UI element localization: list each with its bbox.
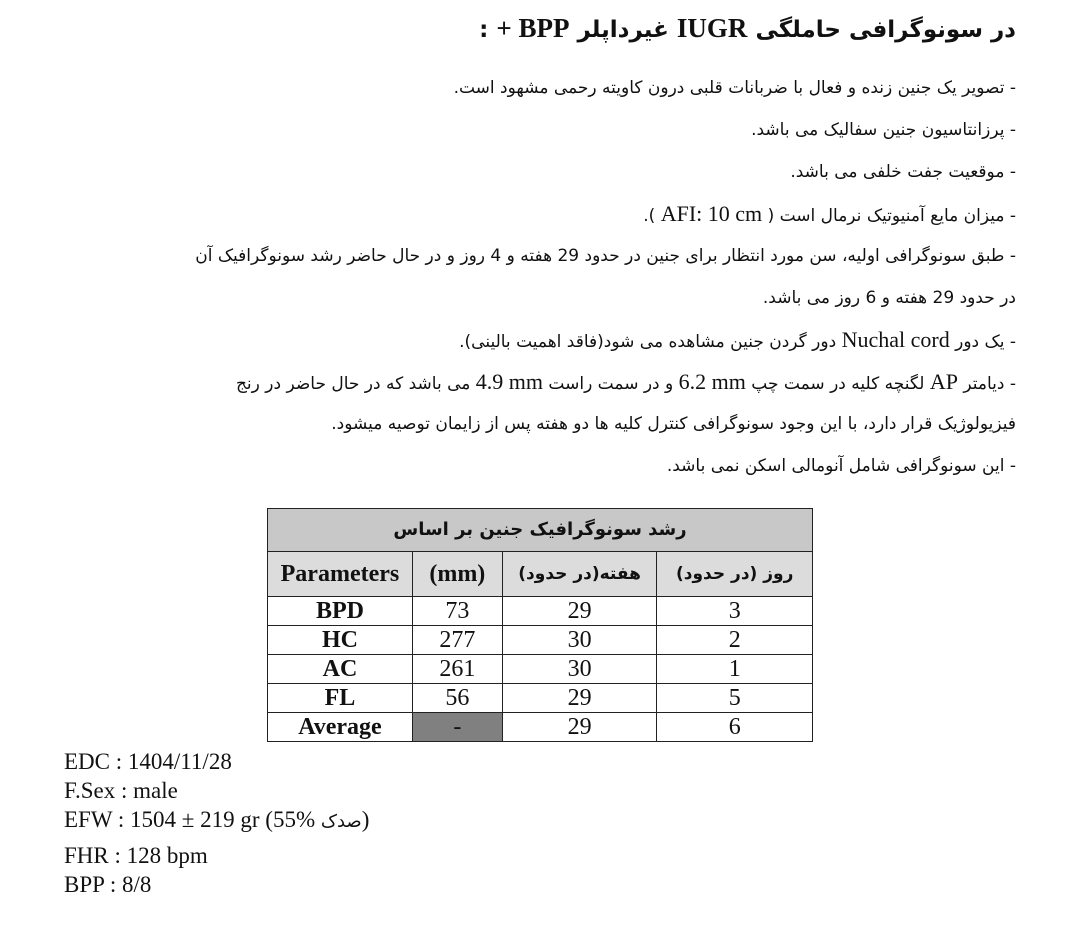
- title-bpp: + BPP: [496, 13, 570, 43]
- finding-gestational-age-line1: - طبق سونوگرافی اولیه، سن مورد انتظار برای جنین در حدود 29 هفته و 4 روز و در حال حاضر رشد سونوگرافیک آن: [195, 246, 1016, 266]
- header-mm: (mm): [412, 552, 502, 597]
- summary-fhr: FHR : 128 bpm: [64, 843, 208, 868]
- nuchal-text-before: - یک دور: [955, 332, 1016, 352]
- afi-text-after: ).: [643, 206, 656, 226]
- finding-placenta: - موقعیت جفت خلفی می باشد.: [790, 162, 1016, 182]
- nuchal-text-after: دور گردن جنین مشاهده می شود(فاقد اهمیت بالینی).: [459, 332, 837, 352]
- cell-mm: 277: [412, 626, 502, 655]
- cell-week: 30: [502, 626, 657, 655]
- cell-day: 1: [657, 655, 813, 684]
- findings-list: [66, 67, 1016, 487]
- title-fa-mid: غیرداپلر: [577, 17, 669, 43]
- cell-day: 3: [657, 597, 813, 626]
- title-iugr: IUGR: [676, 13, 748, 43]
- renal-text-after: می باشد که در حال حاضر در رنج: [235, 374, 471, 394]
- renal-text-left: لگنچه کلیه در سمت چپ: [751, 374, 925, 394]
- finding-nuchal-cord: [66, 319, 1016, 361]
- efw-close: ): [361, 807, 370, 832]
- cell-param: FL: [268, 684, 413, 713]
- cell-mm: 261: [412, 655, 502, 684]
- nuchal-term: Nuchal cord: [841, 327, 950, 352]
- afi-value: AFI: 10 cm: [660, 201, 763, 226]
- renal-left-value: 6.2 mm: [678, 369, 746, 394]
- finding-anomaly-scan: - این سونوگرافی شامل آنومالی اسکن نمی باشد.: [666, 456, 1016, 476]
- cell-day: 6: [657, 713, 813, 742]
- cell-week: 30: [502, 655, 657, 684]
- header-week: هفته(در حدود): [502, 552, 657, 597]
- summary-sex: F.Sex : male: [64, 778, 178, 803]
- summary-efw: [64, 805, 369, 836]
- renal-text-right: و در سمت راست: [548, 374, 674, 394]
- title-fa-prefix: در سونوگرافی حاملگی: [755, 17, 1016, 43]
- table-row: [268, 626, 813, 655]
- title-suffix: :: [479, 17, 489, 43]
- renal-ap-term: AP: [929, 369, 958, 394]
- renal-right-value: 4.9 mm: [475, 369, 543, 394]
- summary-edc: EDC : 1404/11/28: [64, 749, 232, 774]
- cell-mm: 56: [412, 684, 502, 713]
- summary-bpp: BPP : 8/8: [64, 872, 152, 897]
- efw-value: EFW : 1504 ± 219 gr (55%: [64, 807, 316, 832]
- table-row: [268, 684, 813, 713]
- header-parameters: Parameters: [268, 552, 413, 597]
- renal-text-before: - دیامتر: [963, 374, 1016, 394]
- table-row-average: [268, 713, 813, 742]
- cell-param: BPD: [268, 597, 413, 626]
- cell-mm-empty: -: [412, 713, 502, 742]
- report-title: [479, 10, 1016, 48]
- growth-table-title-row: [268, 509, 813, 552]
- cell-day: 2: [657, 626, 813, 655]
- header-day: روز (در حدود): [657, 552, 813, 597]
- cell-day: 5: [657, 684, 813, 713]
- growth-table: [267, 508, 813, 742]
- finding-renal-pelvis-line2: فیزیولوژیک قرار دارد، با این وجود سونوگرافی کنترل کلیه ها دو هفته پس از زایمان توصیه میشود.: [331, 414, 1016, 434]
- efw-percentile-label: صدک: [320, 811, 362, 832]
- summary-block: [64, 747, 369, 899]
- table-row: [268, 597, 813, 626]
- finding-gestational-age-line2: در حدود 29 هفته و 6 روز می باشد.: [762, 288, 1016, 308]
- afi-text-before: - میزان مایع آمنیوتیک نرمال است (: [767, 206, 1016, 226]
- cell-week: 29: [502, 684, 657, 713]
- finding-presentation: - پرزانتاسیون جنین سفالیک می باشد.: [751, 120, 1016, 140]
- finding-renal-pelvis-line1: [66, 361, 1016, 403]
- finding-afi: [66, 193, 1016, 235]
- finding-live-fetus: - تصویر یک جنین زنده و فعال با ضربانات قلبی درون کاویته رحمی مشهود است.: [453, 78, 1016, 98]
- cell-param: AC: [268, 655, 413, 684]
- growth-table-title: رشد سونوگرافیک جنین بر اساس: [268, 509, 813, 552]
- table-row: [268, 655, 813, 684]
- cell-week: 29: [502, 713, 657, 742]
- cell-mm: 73: [412, 597, 502, 626]
- cell-param: HC: [268, 626, 413, 655]
- growth-table-header-row: [268, 552, 813, 597]
- cell-week: 29: [502, 597, 657, 626]
- cell-param: Average: [268, 713, 413, 742]
